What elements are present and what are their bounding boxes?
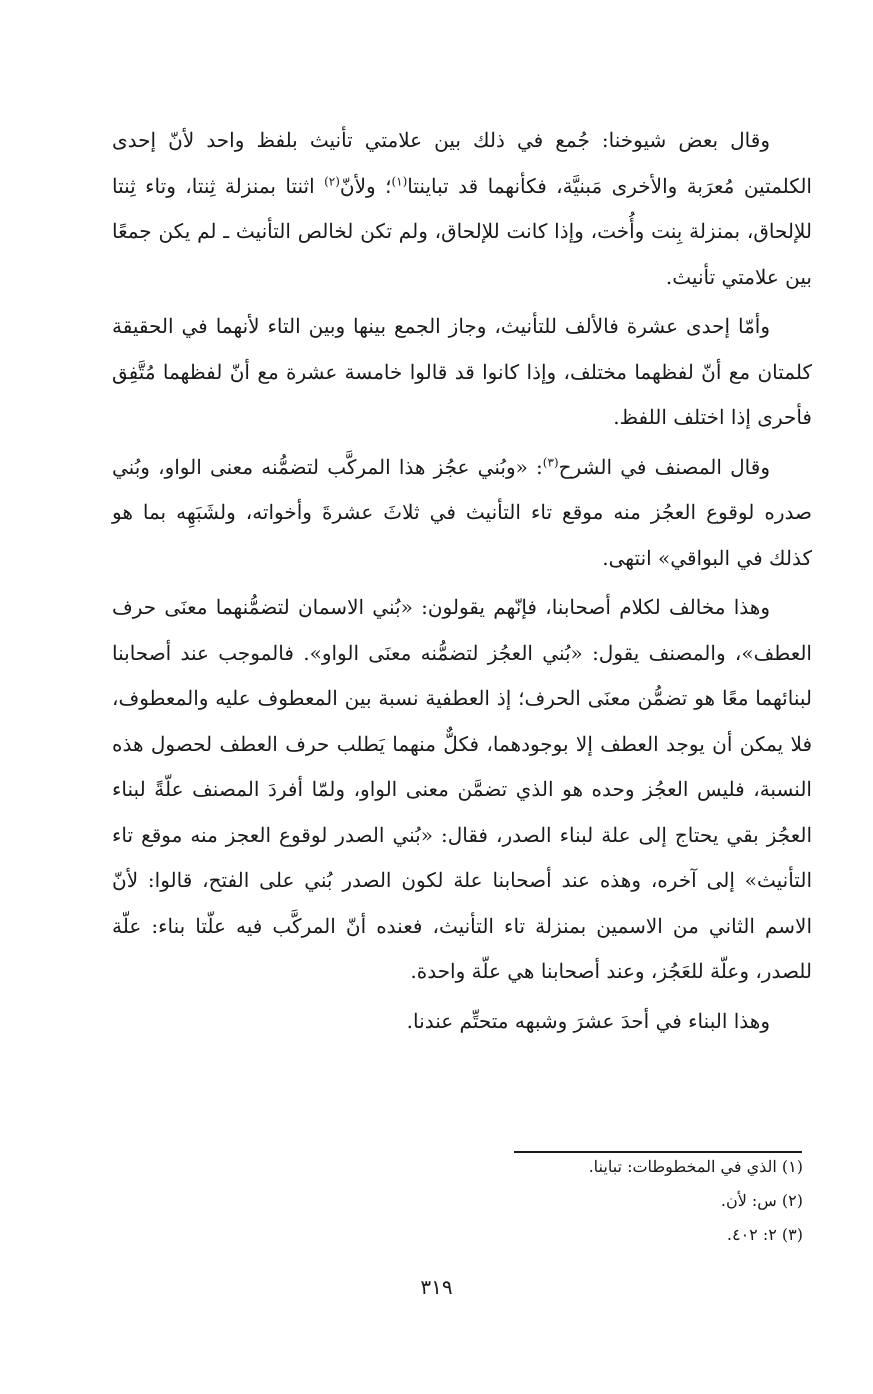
footnote-marker: (٣): [542, 454, 559, 469]
main-text: [112, 118, 812, 1044]
footnotes: [303, 1150, 803, 1252]
text-segment: ؛ ولأنّ: [339, 173, 392, 198]
text-segment: وأمّا إحدى عشرة فالألف للتأنيث، وجاز الجمع بينها وبين التاء لأنهما في الحقيقة كلمتان مع أنّ لفظهما مختلف، وإذا كانوا قد قالوا خامسة عشرة مع أنّ لفظهما مُتَّفِق فأحرى إذا اختلف اللفظ.: [112, 314, 812, 429]
footnote-marker: (٢): [324, 173, 340, 188]
text-segment: : «وبُني عجُز هذا المركَّب لتضمُّنه معنى الواو، وبُني صدره لوقوع العجُز منه موقع تاء التأنيث في ثلاثَ عشرةَ وأخواته، ولشَبَهِه بما هو كذلك في البواقي» انتهى.: [112, 454, 812, 570]
text-segment: وهذا مخالف لكلام أصحابنا، فإنّهم يقولون: «بُني الاسمان لتضمُّنهما معنَى حرف العطف»، والمصنف يقول: «بُني العجُز لتضمُّنه معنَى الواو». فالموجب عند أصحابنا لبنائهما معًا هو تضمُّن معنَى الحرف؛ إذ العطفية نسبة بين المعطوف عليه والمعطوف، فلا يمكن أن يوجد العطف إلا بوجودهما، فكلٌّ منهما يَطلب حرف العطف لحصول هذه النسبة، فليس العجُز وحده هو الذي تضمَّن معنى الواو، ولمّا أفردَ المصنف علّةً لبناء العجُز بقي يحتاج إلى علة لبناء الصدر، فقال: «بُني الصدر لوقوع العجز منه موقع تاء التأنيث» إلى آخره، وهذه عند أصحابنا علة لكون الصدر بُني على الفتح، قالوا: لأنّ الاسم الثاني من الاسمين بمنزلة تاء التأنيث، فعنده أنّ المركَّب فيه علّتا بناء: علّة للصدر، وعلّة للعَجُز، وعند أصحابنا هي علّة واحدة.: [112, 595, 812, 983]
text-segment: اثنتا بمنزلة ثِنتا، وتاء ثِنتا للإلحاق، بمنزلة بِنت وأُخت، وإذا كانت للإلحاق، ولم تكن لخالص التأنيث ـ لم يكن جمعًا بين علامتي تأنيث.: [112, 173, 812, 289]
paragraph: [112, 304, 812, 441]
footnote-1: (١) الذي في المخطوطات: تباينا.: [588, 1157, 803, 1176]
text-segment: وقال بعض شيوخنا: جُمع في ذلك بين علامتي تأنيث بلفظ واحد لأنّ إحدى الكلمتين مُعرَبة والأخرى مَبنيَّة، فكأنهما قد تباينتا: [112, 128, 812, 198]
footnote-3: (٣) ٢: ٤٠٢.: [726, 1225, 803, 1244]
paragraph: [112, 585, 812, 995]
paragraph: [112, 118, 812, 300]
footnote-2: (٢) س: لأن.: [720, 1191, 803, 1210]
footnote-marker: (١): [391, 173, 408, 188]
paragraph: [112, 999, 812, 1045]
page-number: ٣١٩: [420, 1275, 453, 1299]
paragraph: [112, 445, 812, 582]
text-segment: وهذا البناء في أحدَ عشرَ وشبهه متحتِّم عندنا.: [406, 1008, 770, 1033]
text-segment: وقال المصنف في الشرح: [558, 454, 770, 479]
